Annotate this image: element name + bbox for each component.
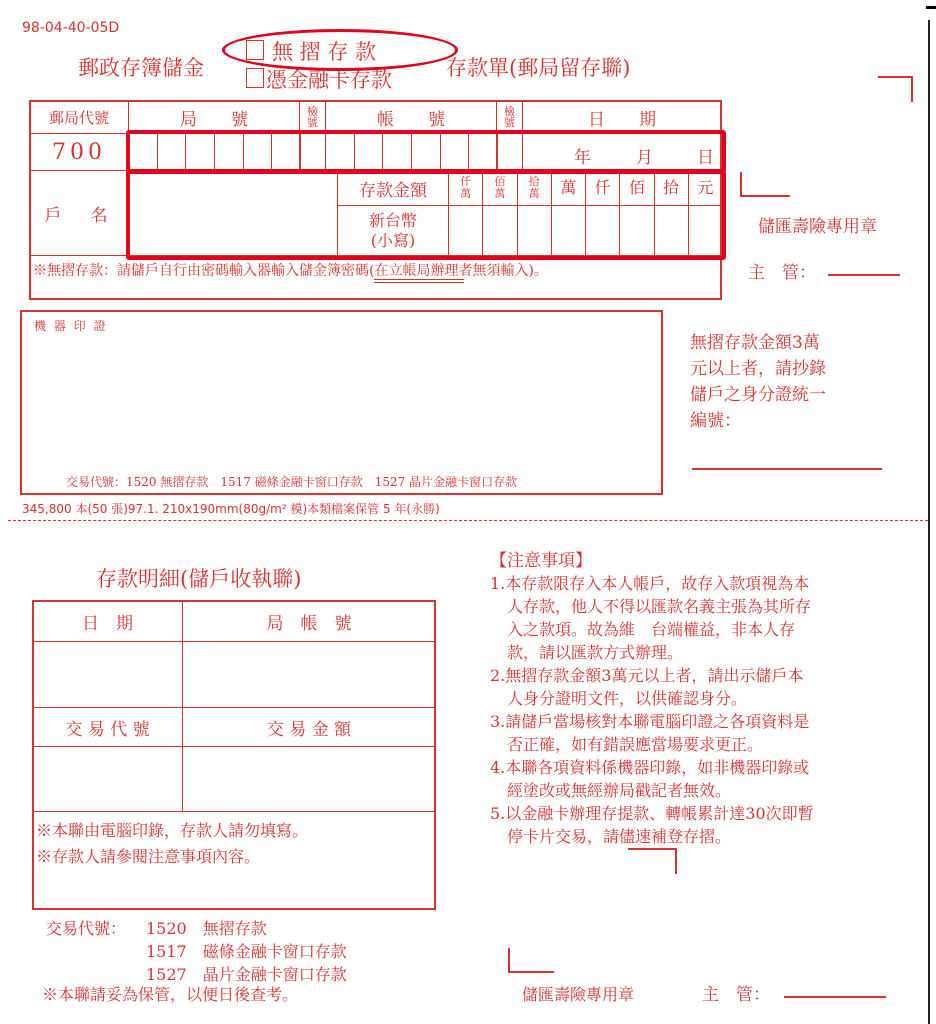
receipt-note2: ※存款人請參閱注意事項內容。 — [36, 847, 261, 866]
post-code-label: 郵局代號 — [29, 100, 129, 134]
title-option1: 無 摺 存 款 — [272, 40, 377, 64]
month-label: 月 — [636, 148, 653, 168]
receipt-note1: ※本聯由電腦印錄，存款人請勿填寫。 — [36, 821, 309, 840]
receipt-date-label: 日 期 — [32, 600, 183, 642]
check1-label: 檢號 — [299, 100, 326, 134]
amount-unit-label: 佰萬 — [482, 170, 517, 206]
receipt-amount-label: 交 易 金 額 — [182, 707, 436, 747]
receipt-account-label: 局 帳 號 — [182, 600, 436, 642]
note-line: 款，請以匯款方式辦理。 — [507, 643, 684, 662]
account-highlight-box — [126, 130, 726, 173]
amount-unit-label: 拾萬 — [517, 170, 552, 206]
receipt-code-value — [32, 746, 183, 812]
amount-unit-label: 元 — [688, 170, 723, 206]
amount-label: 存款金額 — [337, 170, 449, 206]
perforation-line — [8, 520, 928, 521]
option-highlight-ellipse — [222, 29, 458, 71]
receipt-codes-label: 交易代號： — [46, 919, 127, 938]
notes-title: 【注意事項】 — [490, 551, 592, 571]
holder-label: 戶 名 — [29, 170, 129, 256]
machine-codes: 交易代號：1520 無摺存款 1517 磁條金融卡窗口存款 1527 晶片金融卡窗口存款 — [66, 475, 518, 489]
note-line: 2.無摺存款金額3萬元以上者，請出示儲戶本 — [490, 666, 804, 685]
title-prefix: 郵政存簿儲金 — [78, 56, 204, 80]
amount-unit-label: 萬 — [551, 170, 586, 206]
note-line: 4.本聯各項資料係機器印錄，如非機器印錄或 — [490, 758, 810, 777]
small-label: (小寫) — [370, 230, 416, 250]
manager-label-top: 主 管： — [748, 263, 816, 283]
id-number-line[interactable] — [692, 468, 882, 470]
receipt-account-value — [182, 641, 436, 708]
id-note-line: 編號： — [690, 411, 741, 431]
print-info: 345,800 本(50 張)97.1. 210x190mm(80g/m² 模)本類檔案保管 5 年(永勝) — [22, 502, 440, 516]
receipt-code-1520: 1520 無摺存款 — [146, 919, 267, 938]
receipt-amount-value — [182, 746, 436, 812]
receipt-date-value — [32, 641, 183, 708]
amount-unit-label: 仟萬 — [448, 170, 483, 206]
note-line: 3.請儲戶當場核對本聯電腦印證之各項資料是 — [490, 712, 810, 731]
id-note-line: 元以上者，請抄錄 — [690, 359, 826, 379]
note-line: 否正確，如有錯誤應當場要求更正。 — [507, 735, 764, 754]
check2-label: 檢號 — [496, 100, 523, 134]
receipt-keep-note: ※本聯請妥為保管，以便日後查考。 — [42, 985, 299, 1004]
note-line: 經塗改或無經辦局戳記者無效。 — [507, 781, 732, 800]
stamp-label-bottom: 儲匯壽險專用章 — [522, 985, 635, 1004]
id-note — [690, 330, 826, 434]
year-label: 年 — [574, 148, 591, 168]
note-line: 人身分證明文件，以供確認身分。 — [507, 689, 748, 708]
amount-unit-label: 仟 — [585, 170, 620, 206]
post-code-value: 700 — [29, 133, 129, 171]
password-note: ※無摺存款：請儲戶自行由密碼輸入器輸入儲金簿密碼(在立帳局辦理者無須輸入)。 — [33, 263, 548, 279]
note-line: 5.以金融卡辦理存提款、轉帳累計達30次即暫 — [490, 804, 814, 823]
amount-unit-label: 佰 — [619, 170, 654, 206]
notes-list — [490, 572, 910, 848]
manager-label-bottom: 主 管： — [702, 985, 770, 1005]
date-label: 日 期 — [522, 100, 722, 134]
title-option2: 憑金融卡存款 — [266, 68, 392, 92]
note-line: 人存款，他人不得以匯款名義主張為其所存 — [507, 597, 812, 616]
receipt-code-1527: 1527 晶片金融卡窗口存款 — [146, 965, 347, 984]
stamp-label-top: 儲匯壽險專用章 — [758, 217, 877, 237]
form-code: 98-04-40-05D — [22, 20, 120, 36]
manager-line-top[interactable] — [828, 274, 900, 276]
option2-checkbox[interactable] — [246, 68, 264, 88]
machine-label: 機 器 印 證 — [34, 319, 108, 333]
note-line: 停卡片交易，請儘速補登存摺。 — [507, 827, 732, 846]
receipt-code-1517: 1517 磁條金融卡窗口存款 — [146, 942, 347, 961]
note-line: 1.本存款限存入本人帳戶，故存入款項視為本 — [490, 574, 810, 593]
branch-label: 局 號 — [128, 100, 300, 134]
manager-line-bottom[interactable] — [784, 996, 886, 998]
receipt-code-label: 交 易 代 號 — [32, 707, 183, 747]
title-suffix: 存款單(郵局留存聯) — [446, 56, 631, 80]
id-note-line: 無摺存款金額3萬 — [690, 333, 820, 353]
amount-unit-label: 拾 — [654, 170, 689, 206]
day-label: 日 — [697, 148, 714, 168]
currency-label: 新台幣 — [368, 210, 417, 230]
receipt-title: 存款明細(儲戶收執聯) — [96, 567, 302, 591]
note-line: 入之款項。故為維 台端權益，非本人存 — [507, 620, 796, 639]
account-label: 帳 號 — [325, 100, 497, 134]
id-note-line: 儲戶之身分證統一 — [690, 385, 826, 405]
machine-print-box — [20, 310, 663, 495]
amount-highlight-box — [126, 170, 726, 260]
